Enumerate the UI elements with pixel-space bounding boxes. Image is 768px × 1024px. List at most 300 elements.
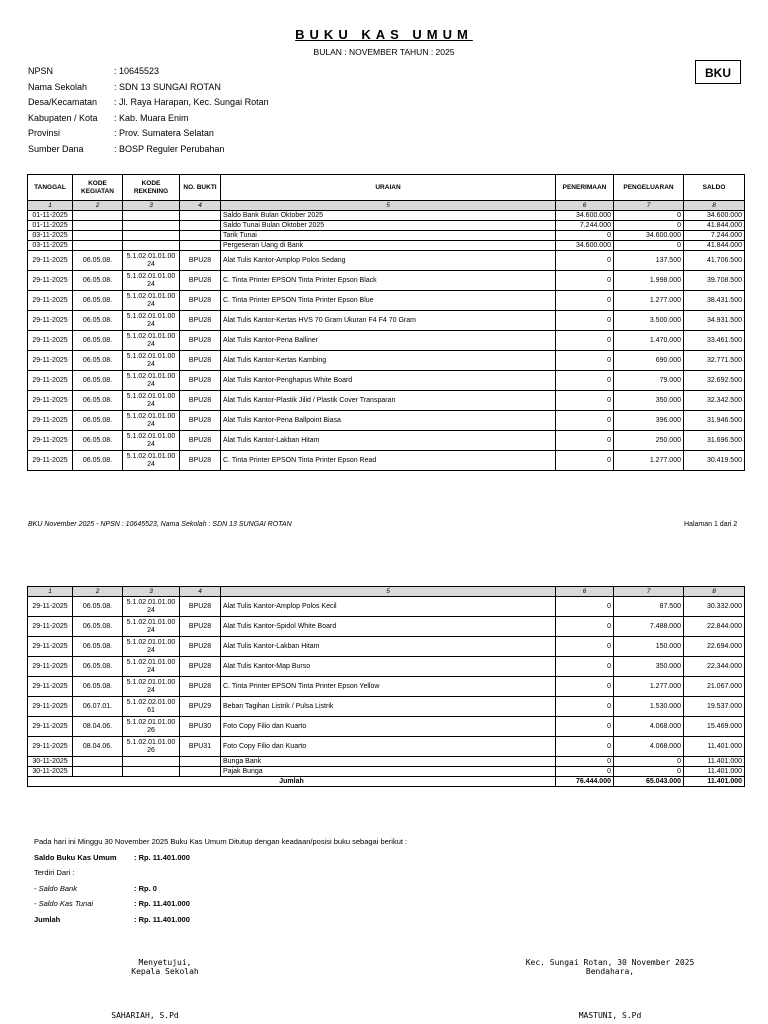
rekening-code-suffix: 24 [147,666,155,674]
cell-kode-kegiatan: 06.05.08. [73,617,123,637]
cell-uraian: Foto Copy Filio dan Kuarto [221,717,556,737]
cell-uraian: Alat Tulis Kantor-Kertas Kambing [221,351,556,371]
cell-penerimaan: 0 [556,291,614,311]
info-row-school: Nama Sekolah : SDN 13 SUNGAI ROTAN [28,81,221,92]
cell-kode-rekening [123,767,180,777]
cell-uraian: Alat Tulis Kantor-Pena Ballpoint Biasa [221,411,556,431]
cell-saldo: 22.844.000 [684,617,745,637]
cell-pengeluaran: 690.000 [614,351,684,371]
info-row-npsn: NPSN : 10645523 [28,66,160,76]
cell-saldo: 38.431.500 [684,291,745,311]
cell-saldo: 41.844.000 [684,221,745,231]
rekening-code-suffix: 26 [147,726,155,734]
column-number: 1 [28,201,73,211]
cell-saldo: 30.332.000 [684,597,745,617]
ledger-body-page1 [28,211,745,471]
cell-tanggal: 30-11-2025 [28,757,73,767]
rekening-code-suffix: 24 [147,300,155,308]
rekening-code-part: 5.1.02.01.01.00 [126,739,176,746]
column-number: 8 [684,201,745,211]
cell-uraian: Foto Copy Filio dan Kuarto [221,737,556,757]
cell-kode-rekening [123,657,180,677]
total-row [28,777,745,787]
cell-pengeluaran: 4.068.000 [614,737,684,757]
cell-saldo: 41.706.500 [684,251,745,271]
cell-pengeluaran: 150.000 [614,637,684,657]
cell-uraian: Alat Tulis Kantor-Map Burso [221,657,556,677]
column-number: 3 [123,587,180,597]
col-header-kode-rekening: KODE REKENING [123,175,180,201]
cell-tanggal: 29-11-2025 [28,431,73,451]
column-number: 2 [73,587,123,597]
cell-kode-rekening [123,211,180,221]
cell-penerimaan: 0 [556,251,614,271]
cell-tanggal: 29-11-2025 [28,331,73,351]
cell-kode-kegiatan: 06.05.08. [73,331,123,351]
cell-penerimaan: 0 [556,637,614,657]
bku-badge: BKU [695,60,741,84]
cell-penerimaan: 0 [556,271,614,291]
cell-kode-rekening [123,251,180,271]
cell-pengeluaran: 0 [614,241,684,251]
cell-no-bukti: BPU28 [180,637,221,657]
cell-penerimaan: 0 [556,331,614,351]
ledger-table-page1 [27,174,745,471]
rekening-code-suffix: 24 [147,260,155,268]
column-number: 6 [556,201,614,211]
cell-penerimaan: 34.600.000 [556,211,614,221]
cell-kode-rekening [123,291,180,311]
cell-penerimaan: 0 [556,757,614,767]
cell-penerimaan: 0 [556,717,614,737]
cell-uraian: Alat Tulis Kantor-Lakban Hitam [221,637,556,657]
cell-tanggal: 29-11-2025 [28,597,73,617]
cell-kode-rekening [123,617,180,637]
cell-saldo: 34.600.000 [684,211,745,221]
cell-penerimaan: 0 [556,737,614,757]
cell-kode-kegiatan [73,211,123,221]
cell-kode-kegiatan: 06.05.08. [73,657,123,677]
cell-penerimaan: 0 [556,391,614,411]
cell-no-bukti [180,757,221,767]
cell-tanggal: 29-11-2025 [28,271,73,291]
cell-penerimaan: 0 [556,411,614,431]
cell-kode-kegiatan: 06.05.08. [73,271,123,291]
cell-kode-kegiatan: 06.05.08. [73,251,123,271]
closing-saldo: Saldo Buku Kas Umum : Rp. 11.401.000 [34,852,190,862]
cell-no-bukti: BPU28 [180,391,221,411]
cell-pengeluaran: 396.000 [614,411,684,431]
table-row [28,331,745,351]
cell-kode-rekening [123,371,180,391]
cell-uraian: Pajak Bunga [221,767,556,777]
cell-no-bukti: BPU28 [180,311,221,331]
cell-uraian: Alat Tulis Kantor-Lakban Hitam [221,431,556,451]
cell-kode-rekening [123,757,180,767]
cell-kode-rekening [123,737,180,757]
cell-kode-kegiatan: 06.05.08. [73,677,123,697]
cell-no-bukti [180,211,221,221]
cell-tanggal: 01-11-2025 [28,221,73,231]
col-header-kode-kegiatan: KODE KEGIATAN [73,175,123,201]
cell-tanggal: 29-11-2025 [28,251,73,271]
table-row [28,251,745,271]
table-row [28,767,745,777]
column-number-row [28,587,745,597]
cell-saldo: 22.694.000 [684,637,745,657]
document-subtitle: BULAN : NOVEMBER TAHUN : 2025 [313,47,455,57]
table-row [28,241,745,251]
cell-no-bukti: BPU28 [180,251,221,271]
cell-tanggal: 29-11-2025 [28,351,73,371]
total-penerimaan: 76.444.000 [556,777,614,787]
cell-kode-rekening [123,597,180,617]
column-number: 3 [123,201,180,211]
cell-kode-rekening [123,221,180,231]
cell-pengeluaran: 87.500 [614,597,684,617]
cell-uraian: Tarik Tunai [221,231,556,241]
cell-saldo: 15.469.000 [684,717,745,737]
rekening-code-part: 5.1.02.01.01.00 [126,293,176,300]
cell-saldo: 41.844.000 [684,241,745,251]
closing-statement [34,837,407,930]
cell-penerimaan: 0 [556,451,614,471]
cell-kode-kegiatan [73,241,123,251]
cell-kode-kegiatan: 06.05.08. [73,451,123,471]
cell-tanggal: 03-11-2025 [28,231,73,241]
cell-saldo: 11.401.000 [684,767,745,777]
cell-tanggal: 29-11-2025 [28,637,73,657]
cell-kode-rekening [123,451,180,471]
cell-no-bukti: BPU28 [180,351,221,371]
rekening-code-part: 5.1.02.01.01.00 [126,393,176,400]
cell-saldo: 19.537.000 [684,697,745,717]
signature-left-name: SAHARIAH, S.Pd [111,1011,179,1020]
info-row-address: Desa/Kecamatan : Jl. Raya Harapan, Kec. Sungai Rotan [28,97,269,107]
rekening-code-suffix: 24 [147,360,155,368]
signature-right-name: MASTUNI, S.Pd [578,1011,642,1020]
cell-penerimaan: 0 [556,617,614,637]
rekening-code-part: 5.1.02.01.01.00 [126,599,176,606]
col-header-penerimaan: PENERIMAAN [556,175,614,201]
col-header-uraian: URAIAN [221,175,556,201]
rekening-code-suffix: 24 [147,686,155,694]
info-row-province: Provinsi : Prov. Sumatera Selatan [28,128,214,138]
cell-tanggal: 29-11-2025 [28,657,73,677]
cell-pengeluaran: 3.500.000 [614,311,684,331]
closing-jumlah: Jumlah : Rp. 11.401.000 [34,914,190,924]
cell-penerimaan: 0 [556,351,614,371]
table-row [28,291,745,311]
rekening-code-suffix: 24 [147,460,155,468]
table-row [28,637,745,657]
cell-pengeluaran: 1.277.000 [614,451,684,471]
cell-penerimaan: 0 [556,697,614,717]
rekening-code-suffix: 24 [147,380,155,388]
cell-kode-rekening [123,271,180,291]
rekening-code-suffix: 26 [147,746,155,754]
total-pengeluaran: 65.043.000 [614,777,684,787]
cell-no-bukti: BPU28 [180,451,221,471]
closing-terdiri: Terdiri Dari : [34,868,75,877]
cell-pengeluaran: 0 [614,221,684,231]
rekening-code-suffix: 24 [147,400,155,408]
cell-penerimaan: 0 [556,657,614,677]
cell-saldo: 31.946.500 [684,411,745,431]
cell-tanggal: 29-11-2025 [28,451,73,471]
cell-saldo: 11.401.000 [684,737,745,757]
document-title: BUKU KAS UMUM [295,27,473,42]
cell-kode-rekening [123,351,180,371]
table-row [28,617,745,637]
cell-uraian: Saldo Bank Bulan Oktober 2025 [221,211,556,221]
table-row [28,737,745,757]
table-row [28,597,745,617]
rekening-code-part: 5.1.02.01.01.00 [126,373,176,380]
cell-pengeluaran: 350.000 [614,391,684,411]
ledger-table-page2 [27,586,745,787]
cell-saldo: 30.419.500 [684,451,745,471]
rekening-code-suffix: 24 [147,340,155,348]
cell-kode-rekening [123,717,180,737]
cell-saldo: 31.696.500 [684,431,745,451]
table-row [28,311,745,331]
page-number: Halaman 1 dari 2 [684,521,738,528]
cell-uraian: C. Tinta Printer EPSON Tinta Printer Epson Read [221,451,556,471]
column-number: 2 [73,201,123,211]
cell-uraian: C. Tinta Printer EPSON Tinta Printer Epson Blue [221,291,556,311]
cell-tanggal: 29-11-2025 [28,391,73,411]
cell-penerimaan: 0 [556,677,614,697]
cell-pengeluaran: 137.500 [614,251,684,271]
cell-kode-rekening [123,411,180,431]
cell-uraian: Beban Tagihan Listrik / Pulsa Listrik [221,697,556,717]
cell-uraian: Alat Tulis Kantor-Kertas HVS 70 Gram Ukuran F4 F4 70 Gram [221,311,556,331]
cell-no-bukti [180,767,221,777]
cell-uraian: Alat Tulis Kantor-Penghapus White Board [221,371,556,391]
signature-right-heading: Kec. Sungai Rotan, 30 November 2025 Bendahara, [525,958,695,976]
table-row [28,757,745,767]
cell-kode-rekening [123,637,180,657]
cell-no-bukti: BPU28 [180,371,221,391]
cell-uraian: Alat Tulis Kantor-Spidol White Board [221,617,556,637]
cell-kode-rekening [123,331,180,351]
cell-saldo: 34.931.500 [684,311,745,331]
total-label: Jumlah [28,777,556,787]
cell-penerimaan: 0 [556,431,614,451]
column-number: 5 [221,587,556,597]
cell-uraian: Alat Tulis Kantor-Amplop Polos Kecil [221,597,556,617]
closing-bank: - Saldo Bank : Rp. 0 [34,883,157,893]
column-number: 4 [180,201,221,211]
total-saldo: 11.401.000 [684,777,745,787]
cell-saldo: 32.771.500 [684,351,745,371]
rekening-code-part: 5.1.02.02.01.00 [126,699,176,706]
cell-pengeluaran: 34.600.000 [614,231,684,241]
table-row [28,677,745,697]
cell-penerimaan: 0 [556,597,614,617]
cell-kode-kegiatan: 06.05.08. [73,637,123,657]
cell-no-bukti: BPU28 [180,411,221,431]
rekening-code-suffix: 24 [147,606,155,614]
cell-tanggal: 29-11-2025 [28,697,73,717]
cell-tanggal: 29-11-2025 [28,311,73,331]
table-row [28,411,745,431]
cell-pengeluaran: 7.488.000 [614,617,684,637]
rekening-code-part: 5.1.02.01.01.00 [126,619,176,626]
cell-tanggal: 01-11-2025 [28,211,73,221]
cell-kode-kegiatan: 06.05.08. [73,311,123,331]
cell-penerimaan: 7.244.000 [556,221,614,231]
cell-penerimaan: 34.600.000 [556,241,614,251]
col-header-pengeluaran: PENGELUARAN [614,175,684,201]
column-number-row [28,201,745,211]
cell-penerimaan: 0 [556,767,614,777]
rekening-code-part: 5.1.02.01.01.00 [126,313,176,320]
cell-kode-rekening [123,311,180,331]
cell-tanggal: 29-11-2025 [28,371,73,391]
rekening-code-part: 5.1.02.01.01.00 [126,253,176,260]
rekening-code-part: 5.1.02.01.01.00 [126,679,176,686]
col-header-no-bukti: NO. BUKTI [180,175,221,201]
cell-pengeluaran: 250.000 [614,431,684,451]
cell-uraian: Alat Tulis Kantor-Pena Balliner [221,331,556,351]
rekening-code-part: 5.1.02.01.01.00 [126,353,176,360]
cell-no-bukti: BPU28 [180,431,221,451]
cell-no-bukti [180,231,221,241]
cell-no-bukti: BPU28 [180,677,221,697]
cell-kode-kegiatan: 06.05.08. [73,597,123,617]
cell-no-bukti: BPU28 [180,617,221,637]
cell-pengeluaran: 350.000 [614,657,684,677]
cell-pengeluaran: 79.000 [614,371,684,391]
cell-kode-kegiatan [73,757,123,767]
column-number: 4 [180,587,221,597]
cell-tanggal: 29-11-2025 [28,411,73,431]
signature-left-heading: Menyetujui, Kepala Sekolah [131,958,199,976]
cell-pengeluaran: 1.998.000 [614,271,684,291]
column-number: 7 [614,587,684,597]
table-row [28,717,745,737]
cell-pengeluaran: 1.277.000 [614,677,684,697]
cell-no-bukti [180,221,221,231]
cell-uraian: Saldo Tunai Bulan Oktober 2025 [221,221,556,231]
cell-uraian: Bunga Bank [221,757,556,767]
cell-uraian: C. Tinta Printer EPSON Tinta Printer Epson Yellow [221,677,556,697]
rekening-code-suffix: 24 [147,280,155,288]
cell-uraian: Alat Tulis Kantor-Plastik Jilid / Plastik Cover Transparan [221,391,556,411]
page-footer-info: BKU November 2025 - NPSN : 10645523, Nama Sekolah : SDN 13 SUNGAI ROTAN [28,521,292,528]
cell-kode-rekening [123,241,180,251]
cell-kode-kegiatan: 08.04.06. [73,717,123,737]
cell-kode-kegiatan: 08.04.06. [73,737,123,757]
table-row [28,697,745,717]
cell-pengeluaran: 1.470.000 [614,331,684,351]
cell-kode-kegiatan [73,767,123,777]
rekening-code-suffix: 24 [147,440,155,448]
cell-tanggal: 29-11-2025 [28,617,73,637]
cell-kode-kegiatan [73,231,123,241]
cell-pengeluaran: 1.530.000 [614,697,684,717]
cell-saldo: 32.692.500 [684,371,745,391]
cell-penerimaan: 0 [556,231,614,241]
rekening-code-suffix: 24 [147,420,155,428]
cell-tanggal: 30-11-2025 [28,767,73,777]
school-info [28,66,269,159]
cell-kode-kegiatan [73,221,123,231]
cell-kode-kegiatan: 06.05.08. [73,351,123,371]
info-row-regency: Kabupaten / Kota : Kab. Muara Enim [28,112,189,123]
cell-tanggal: 29-11-2025 [28,677,73,697]
cell-kode-rekening [123,231,180,241]
cell-kode-kegiatan: 06.05.08. [73,411,123,431]
rekening-code-part: 5.1.02.01.01.00 [126,639,176,646]
column-number: 7 [614,201,684,211]
info-row-fund-source: Sumber Dana : BOSP Reguler Perubahan [28,143,225,154]
table-row [28,271,745,291]
cell-saldo: 11.401.000 [684,757,745,767]
cell-no-bukti: BPU28 [180,331,221,351]
cell-tanggal: 29-11-2025 [28,717,73,737]
closing-text: Pada hari ini Minggu 30 November 2025 Buku Kas Umum Ditutup dengan keadaan/posisi buku sebagai berikut : [34,837,408,846]
column-number: 1 [28,587,73,597]
table-header-row [28,175,745,201]
cell-saldo: 33.461.500 [684,331,745,351]
cell-pengeluaran: 1.277.000 [614,291,684,311]
cell-no-bukti: BPU28 [180,291,221,311]
cell-pengeluaran: 0 [614,767,684,777]
table-row [28,351,745,371]
column-number: 5 [221,201,556,211]
rekening-code-suffix: 24 [147,320,155,328]
cell-kode-rekening [123,677,180,697]
cell-saldo: 7.244.000 [684,231,745,241]
cell-kode-kegiatan: 06.05.08. [73,371,123,391]
cell-saldo: 22.344.000 [684,657,745,677]
rekening-code-part: 5.1.02.01.01.00 [126,413,176,420]
cell-no-bukti: BPU28 [180,271,221,291]
rekening-code-suffix: 61 [147,706,155,714]
cell-penerimaan: 0 [556,371,614,391]
rekening-code-part: 5.1.02.01.01.00 [126,333,176,340]
cell-penerimaan: 0 [556,311,614,331]
column-number: 8 [684,587,745,597]
cell-saldo: 39.708.500 [684,271,745,291]
cell-no-bukti: BPU29 [180,697,221,717]
ledger-body-page2 [28,597,745,777]
cell-no-bukti [180,241,221,251]
rekening-code-part: 5.1.02.01.01.00 [126,719,176,726]
column-number: 6 [556,587,614,597]
cell-no-bukti: BPU28 [180,657,221,677]
cell-no-bukti: BPU30 [180,717,221,737]
rekening-code-part: 5.1.02.01.01.00 [126,659,176,666]
cell-pengeluaran: 4.068.000 [614,717,684,737]
cell-kode-rekening [123,391,180,411]
table-row [28,657,745,677]
cell-no-bukti: BPU31 [180,737,221,757]
rekening-code-part: 5.1.02.01.01.00 [126,273,176,280]
cell-saldo: 32.342.500 [684,391,745,411]
col-header-tanggal: TANGGAL [28,175,73,201]
table-row [28,211,745,221]
rekening-code-part: 5.1.02.01.01.00 [126,433,176,440]
cell-no-bukti: BPU28 [180,597,221,617]
closing-tunai: - Saldo Kas Tunai : Rp. 11.401.000 [34,899,190,908]
cell-tanggal: 03-11-2025 [28,241,73,251]
cell-pengeluaran: 0 [614,757,684,767]
cell-uraian: Pergeseran Uang di Bank [221,241,556,251]
